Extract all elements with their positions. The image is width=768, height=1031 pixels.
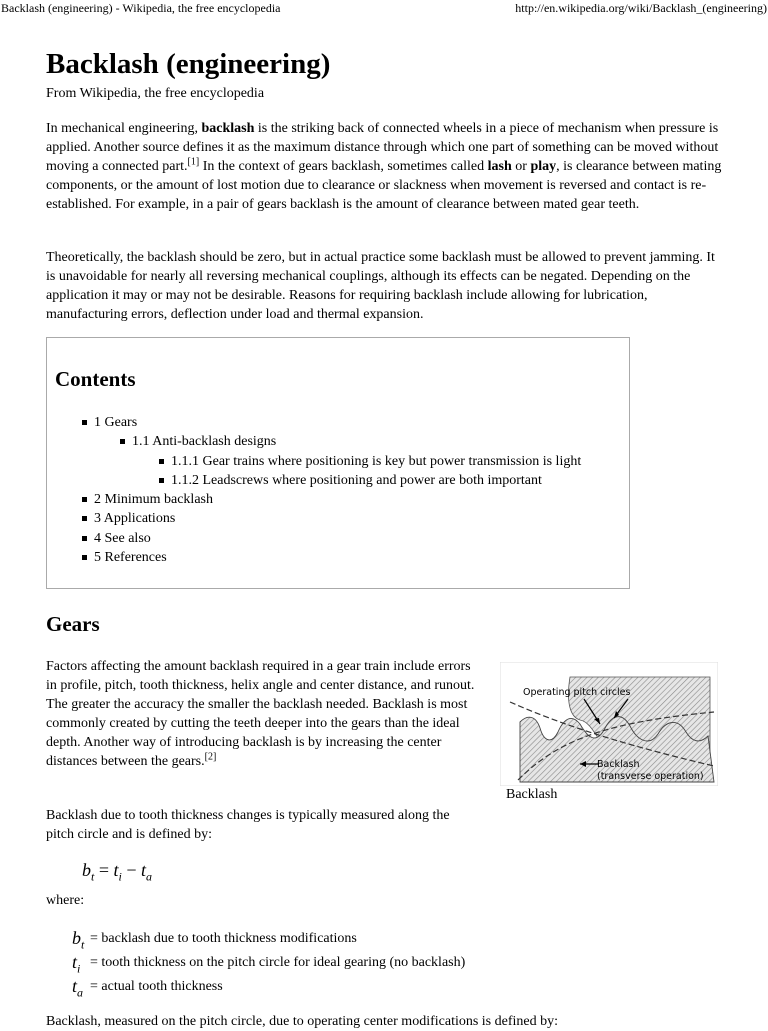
toc-link[interactable]: 1.1 Anti-backlash designs — [132, 434, 277, 450]
eq-subscript: i — [118, 869, 122, 884]
toc-link[interactable]: 1.1.2 Leadscrews where positioning and power are both important — [171, 472, 542, 488]
page-header-url: http://en.wikipedia.org/wiki/Backlash_(engineering) — [515, 1, 767, 15]
bullet-icon — [159, 478, 164, 483]
eq-operator: − — [121, 860, 142, 880]
eq-operator: = — [94, 860, 114, 880]
figure-label-top: Operating pitch circles — [523, 687, 631, 698]
bold-term-lash: lash — [487, 159, 512, 174]
eq-symbol: b — [82, 860, 91, 880]
backlash-equation — [82, 860, 152, 885]
toc-item-see-also[interactable] — [47, 529, 627, 548]
toc-item-references[interactable] — [47, 548, 627, 567]
def-symbol-sub: a — [77, 985, 84, 1000]
eq-symbol: t — [141, 860, 147, 880]
bullet-icon — [82, 516, 87, 521]
backlash-figure — [500, 662, 718, 807]
citation-2[interactable]: [2] — [204, 751, 217, 763]
def-symbol-letter: b — [72, 928, 81, 948]
text-run: or — [511, 159, 531, 174]
eq-subscript: a — [146, 869, 153, 884]
bullet-icon — [82, 420, 87, 425]
figure-label-transverse: (transverse operation) — [597, 771, 704, 782]
bullet-icon — [82, 536, 87, 541]
toc-link[interactable]: 2 Minimum backlash — [94, 492, 213, 508]
bold-term-play: play — [530, 159, 557, 174]
eq-symbol: t — [113, 860, 119, 880]
def-symbol-sub: i — [77, 961, 81, 976]
def-text: = backlash due to tooth thickness modifications — [90, 931, 357, 946]
toc-item-gears[interactable] — [47, 413, 627, 432]
bullet-icon — [120, 439, 125, 444]
bullet-icon — [82, 555, 87, 560]
toc-item-anti-backlash-designs[interactable] — [47, 432, 627, 451]
def-symbol-letter: t — [72, 976, 78, 996]
figure-label-backlash: Backlash — [597, 759, 640, 770]
toc-title: Contents — [55, 367, 136, 391]
section-heading-gears: Gears — [46, 612, 100, 636]
toc-item-minimum-backlash[interactable] — [47, 490, 627, 509]
toc-link[interactable]: 1 Gears — [94, 415, 138, 430]
intro-paragraph-2: Theoretically, the backlash should be zero, but in actual practice some backlash must be allowed to prevent jamming. It is unavoidable for nearly all reversing mechanical couplings, although its effects can be negated. Depending on the application it may or may not be desirable. Reasons for requiring backlash include allowing for lubrication, manufacturing errors, deflection under load and thermal expansion. — [46, 250, 715, 322]
def-symbol-letter: t — [72, 952, 78, 972]
text-run: In the context of gears backlash, sometimes called — [199, 159, 488, 174]
toc-item-leadscrews[interactable] — [47, 471, 627, 490]
text-run: In mechanical engineering, — [46, 121, 202, 136]
intro-paragraph-1 — [46, 119, 726, 214]
def-symbol — [72, 952, 92, 977]
bullet-icon — [159, 459, 164, 464]
page-title: Backlash (engineering) — [46, 48, 331, 80]
toc-list — [47, 413, 627, 567]
toc-item-applications[interactable] — [47, 509, 627, 528]
text-run: , is clearance between mating components, or the amount of lost motion due to clearance or slackness when movement is reversed and contact is re-established. For example, in a pair of gears backlash is the amount of clearance between mated gear teeth. — [46, 159, 722, 212]
gears-paragraph-3: Backlash, measured on the pitch circle, due to operating center modifications is defined by: — [46, 1014, 558, 1029]
page-header-title: Backlash (engineering) - Wikipedia, the free encyclopedia — [1, 1, 281, 15]
toc-link[interactable]: 1.1.1 Gear trains where positioning is key but power transmission is light — [171, 453, 582, 469]
def-symbol — [72, 928, 92, 953]
site-sub: From Wikipedia, the free encyclopedia — [46, 86, 265, 101]
bold-term-backlash: backlash — [201, 121, 255, 136]
gears-paragraph-1 — [46, 657, 480, 771]
citation-1[interactable]: [1] — [187, 156, 200, 168]
where-label: where: — [46, 893, 85, 908]
gears-paragraph-2: Backlash due to tooth thickness changes is typically measured along the pitch circle and is defined by: — [46, 808, 450, 842]
def-text: = tooth thickness on the pitch circle for ideal gearing (no backlash) — [90, 955, 466, 970]
text-run: is the striking back of connected wheels in a piece of mechanism when pressure is applied. Another source defines it as the maximum distance through which one part of something can be moved without moving a connected part. — [46, 121, 719, 174]
figure-caption: Backlash — [506, 787, 558, 802]
print-header — [0, 0, 768, 16]
def-text: = actual tooth thickness — [90, 979, 223, 994]
toc-item-gear-trains[interactable] — [47, 452, 627, 471]
bullet-icon — [82, 497, 87, 502]
table-of-contents — [46, 337, 630, 589]
def-symbol-sub: t — [81, 937, 85, 952]
toc-link[interactable]: 3 Applications — [94, 511, 176, 527]
text-run: Factors affecting the amount backlash required in a gear train include errors in profile, pitch, tooth thickness, helix angle and center distance, and runout. The greater the accuracy the smaller the backlash needed. Backlash is most commonly created by cutting the teeth deeper into the gears than the ideal depth. Another way of introducing backlash is by increasing the center distances between the gears. — [46, 659, 475, 769]
def-symbol — [72, 976, 92, 1001]
eq-subscript: t — [91, 869, 95, 884]
toc-link[interactable]: 5 References — [94, 550, 167, 566]
gear-diagram[interactable] — [500, 662, 718, 786]
toc-link[interactable]: 4 See also — [94, 530, 151, 546]
